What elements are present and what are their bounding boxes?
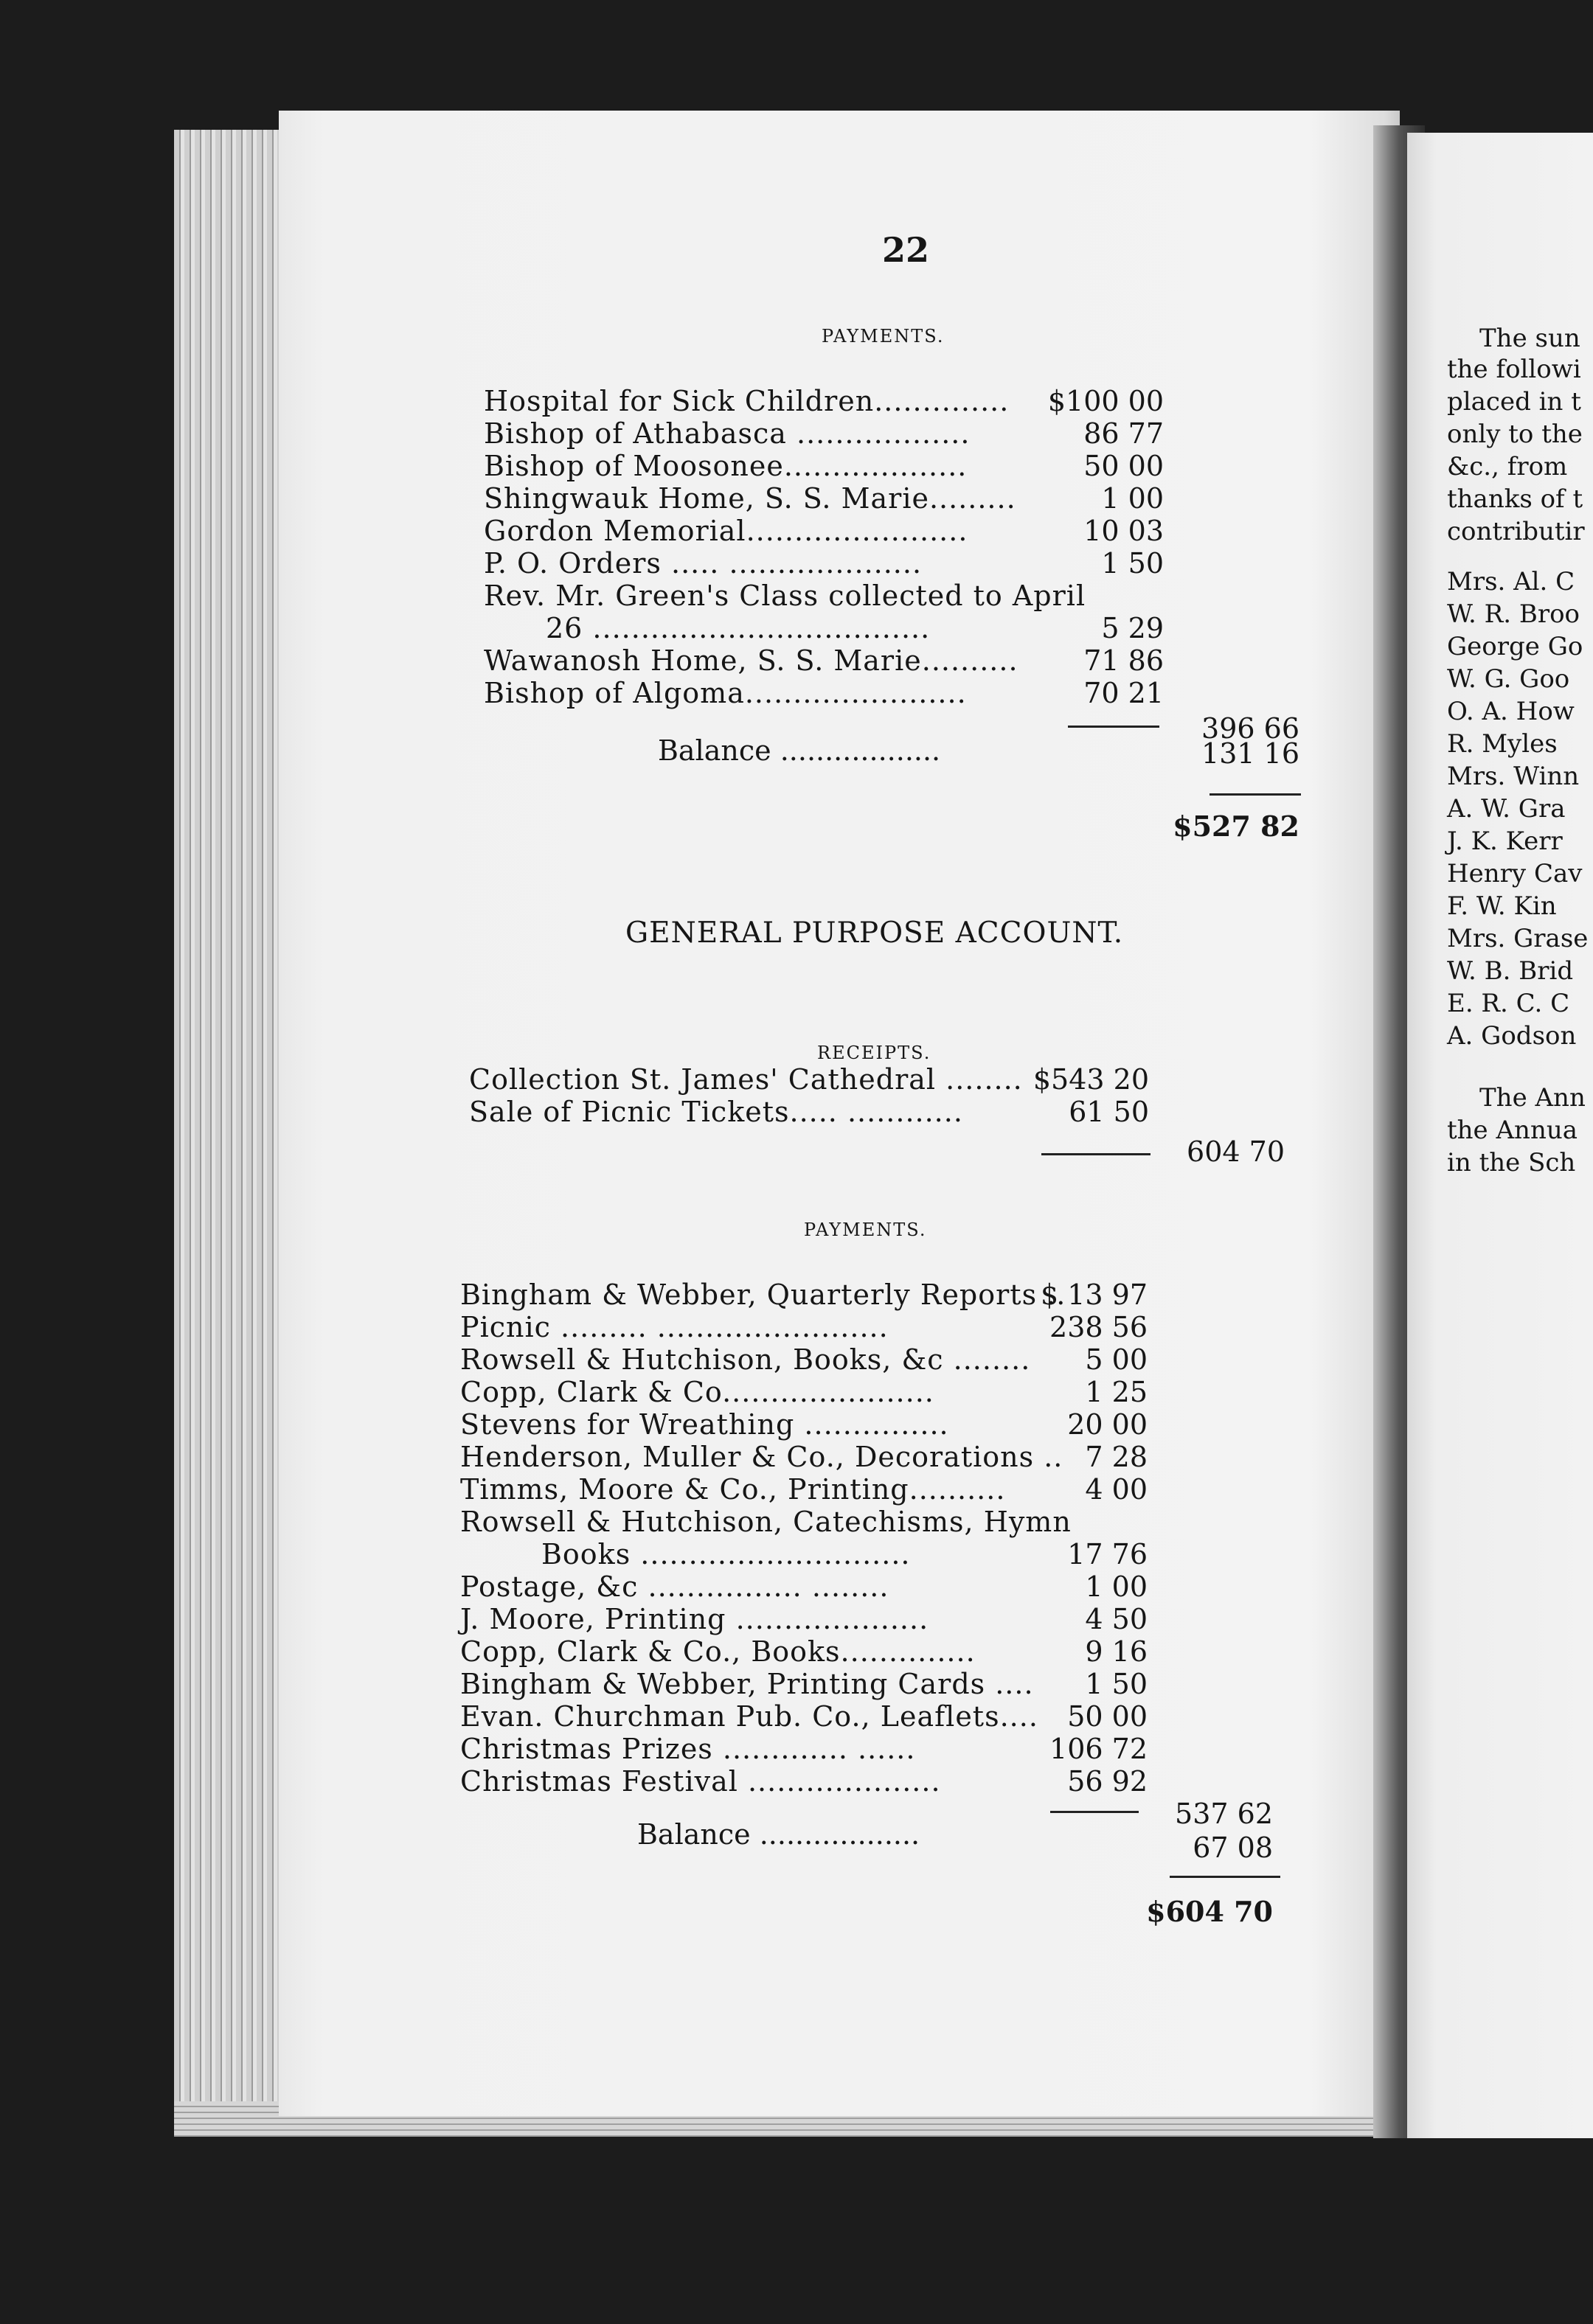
right-page-line: A. Godson [1447, 1021, 1577, 1051]
balance-1: 131 16 [1201, 737, 1299, 770]
payment-label: Christmas Festival .................... [460, 1765, 941, 1798]
right-page-line: W. G. Goo [1447, 664, 1570, 694]
payment-amount: 1 50 [1085, 1668, 1148, 1700]
right-page-line: W. R. Broo [1447, 599, 1580, 629]
payment-amount: 9 16 [1085, 1635, 1148, 1668]
payment-label: Bishop of Athabasca .................. [484, 417, 971, 450]
right-page-line: A. W. Gra [1447, 794, 1566, 824]
subtotal-1: 396 66 [1201, 712, 1299, 745]
payment-amount: 1 25 [1085, 1376, 1148, 1408]
payment-label: Rev. Mr. Green's Class collected to April [484, 580, 1086, 612]
payment-amount: 10 03 [1083, 515, 1164, 547]
balance-label-1: Balance .................. [658, 734, 941, 767]
payment-label: Rowsell & Hutchison, Catechisms, Hymn [460, 1506, 1072, 1538]
payment-label: Bishop of Algoma....................... [484, 677, 967, 709]
account-title: GENERAL PURPOSE ACCOUNT. [625, 916, 1124, 950]
payment-label-continued: 26 ................................... [546, 612, 931, 644]
payment-label: P. O. Orders ..... .................... [484, 547, 923, 580]
payment-amount: 50 00 [1067, 1700, 1148, 1733]
payment-label: Timms, Moore & Co., Printing.......... [460, 1473, 1006, 1506]
subtotal-rule-1 [1068, 726, 1159, 728]
subtotal-rule-2 [1050, 1811, 1139, 1813]
payment-amount: 70 21 [1083, 677, 1164, 709]
subtotal-2: 537 62 [1175, 1798, 1273, 1830]
right-page-line: George Go [1447, 632, 1583, 661]
payment-amount: 56 92 [1067, 1765, 1148, 1798]
payments-heading-2: PAYMENTS. [804, 1220, 927, 1240]
payment-amount: 86 77 [1083, 417, 1164, 450]
right-page-line: J. K. Kerr [1447, 827, 1563, 856]
payment-amount: 238 56 [1049, 1311, 1148, 1343]
payment-amount: $ 13 97 [1040, 1278, 1148, 1311]
payment-label: Shingwauk Home, S. S. Marie......... [484, 482, 1016, 515]
right-page-line: W. B. Brid [1447, 956, 1574, 986]
payment-label: Bishop of Moosonee................... [484, 450, 968, 482]
right-page-line: Henry Cav [1447, 859, 1583, 888]
receipts-heading: RECEIPTS. [817, 1043, 931, 1063]
payment-label: Wawanosh Home, S. S. Marie.......... [484, 644, 1018, 677]
payment-label: Copp, Clark & Co...................... [460, 1376, 934, 1408]
payment-label: Stevens for Wreathing ............... [460, 1408, 949, 1441]
right-page-line: &c., from [1447, 452, 1568, 481]
receipt-label: Sale of Picnic Tickets..... ............ [469, 1096, 963, 1128]
page-number: 22 [882, 230, 930, 270]
receipt-amount: 61 50 [1069, 1096, 1149, 1128]
right-page-line: the Annua [1447, 1116, 1578, 1145]
payment-label: Christmas Prizes ............. ...... [460, 1733, 916, 1765]
payment-amount: 4 50 [1085, 1603, 1148, 1635]
payment-amount: 17 76 [1067, 1538, 1148, 1570]
payment-label: Bingham & Webber, Printing Cards .... [460, 1668, 1034, 1700]
payment-amount: 1 00 [1085, 1570, 1148, 1603]
payment-label: J. Moore, Printing .................... [460, 1603, 929, 1635]
right-page-line: only to the [1447, 420, 1583, 449]
right-page-line: Mrs. Winn [1447, 762, 1580, 791]
receipts-total: 604 70 [1187, 1135, 1285, 1168]
payments-heading-1: PAYMENTS. [822, 326, 945, 347]
right-page-line: Mrs. Al. C [1447, 567, 1575, 596]
payment-label: Postage, &c ................ ........ [460, 1570, 889, 1603]
right-page-line: the followi [1447, 355, 1581, 384]
right-page-line: The Ann [1479, 1083, 1586, 1113]
right-page-line: F. W. Kin [1447, 891, 1557, 921]
right-page-line: thanks of t [1447, 484, 1583, 514]
receipts-rule [1041, 1153, 1150, 1155]
total-2: $604 70 [1146, 1895, 1273, 1928]
page-stack-edge [174, 130, 285, 2121]
payment-amount: 71 86 [1083, 644, 1164, 677]
balance-2: 67 08 [1193, 1831, 1273, 1864]
payment-amount: 7 28 [1085, 1441, 1148, 1473]
balance-label-2: Balance .................. [637, 1818, 920, 1851]
right-page-line: O. A. How [1447, 697, 1575, 726]
right-page-line: R. Myles [1447, 729, 1558, 759]
total-1: $527 82 [1173, 810, 1299, 843]
right-page-line: placed in t [1447, 387, 1581, 417]
right-page-line: in the Sch [1447, 1148, 1576, 1177]
payment-label: Henderson, Muller & Co., Decorations .. [460, 1441, 1063, 1473]
total-rule-1 [1210, 793, 1301, 796]
total-rule-2 [1170, 1876, 1280, 1878]
payment-amount: 106 72 [1049, 1733, 1148, 1765]
payment-label: Evan. Churchman Pub. Co., Leaflets.... [460, 1700, 1038, 1733]
right-page-line: Mrs. Grase [1447, 924, 1589, 953]
payment-label: Gordon Memorial....................... [484, 515, 968, 547]
payment-amount: 5 29 [1101, 612, 1164, 644]
payment-amount: 4 00 [1085, 1473, 1148, 1506]
payment-label: Bingham & Webber, Quarterly Reports .. [460, 1278, 1066, 1311]
receipt-amount: $543 20 [1032, 1063, 1149, 1096]
payment-label: Rowsell & Hutchison, Books, &c ........ [460, 1343, 1031, 1376]
payment-amount: 20 00 [1067, 1408, 1148, 1441]
payment-label-continued: Books ............................ [541, 1538, 911, 1570]
right-page-line: The sun [1479, 324, 1580, 353]
right-page-line: contributir [1447, 517, 1585, 546]
payment-label: Picnic ......... ........................ [460, 1311, 889, 1343]
payment-amount: 1 00 [1101, 482, 1164, 515]
receipt-label: Collection St. James' Cathedral ........ [469, 1063, 1023, 1096]
payment-amount: 5 00 [1085, 1343, 1148, 1376]
payment-label: Hospital for Sick Children.............. [484, 385, 1010, 417]
payment-label: Copp, Clark & Co., Books.............. [460, 1635, 976, 1668]
payment-amount: $100 00 [1047, 385, 1164, 417]
payment-amount: 50 00 [1083, 450, 1164, 482]
right-page-line: E. R. C. C [1447, 989, 1570, 1018]
payment-amount: 1 50 [1101, 547, 1164, 580]
